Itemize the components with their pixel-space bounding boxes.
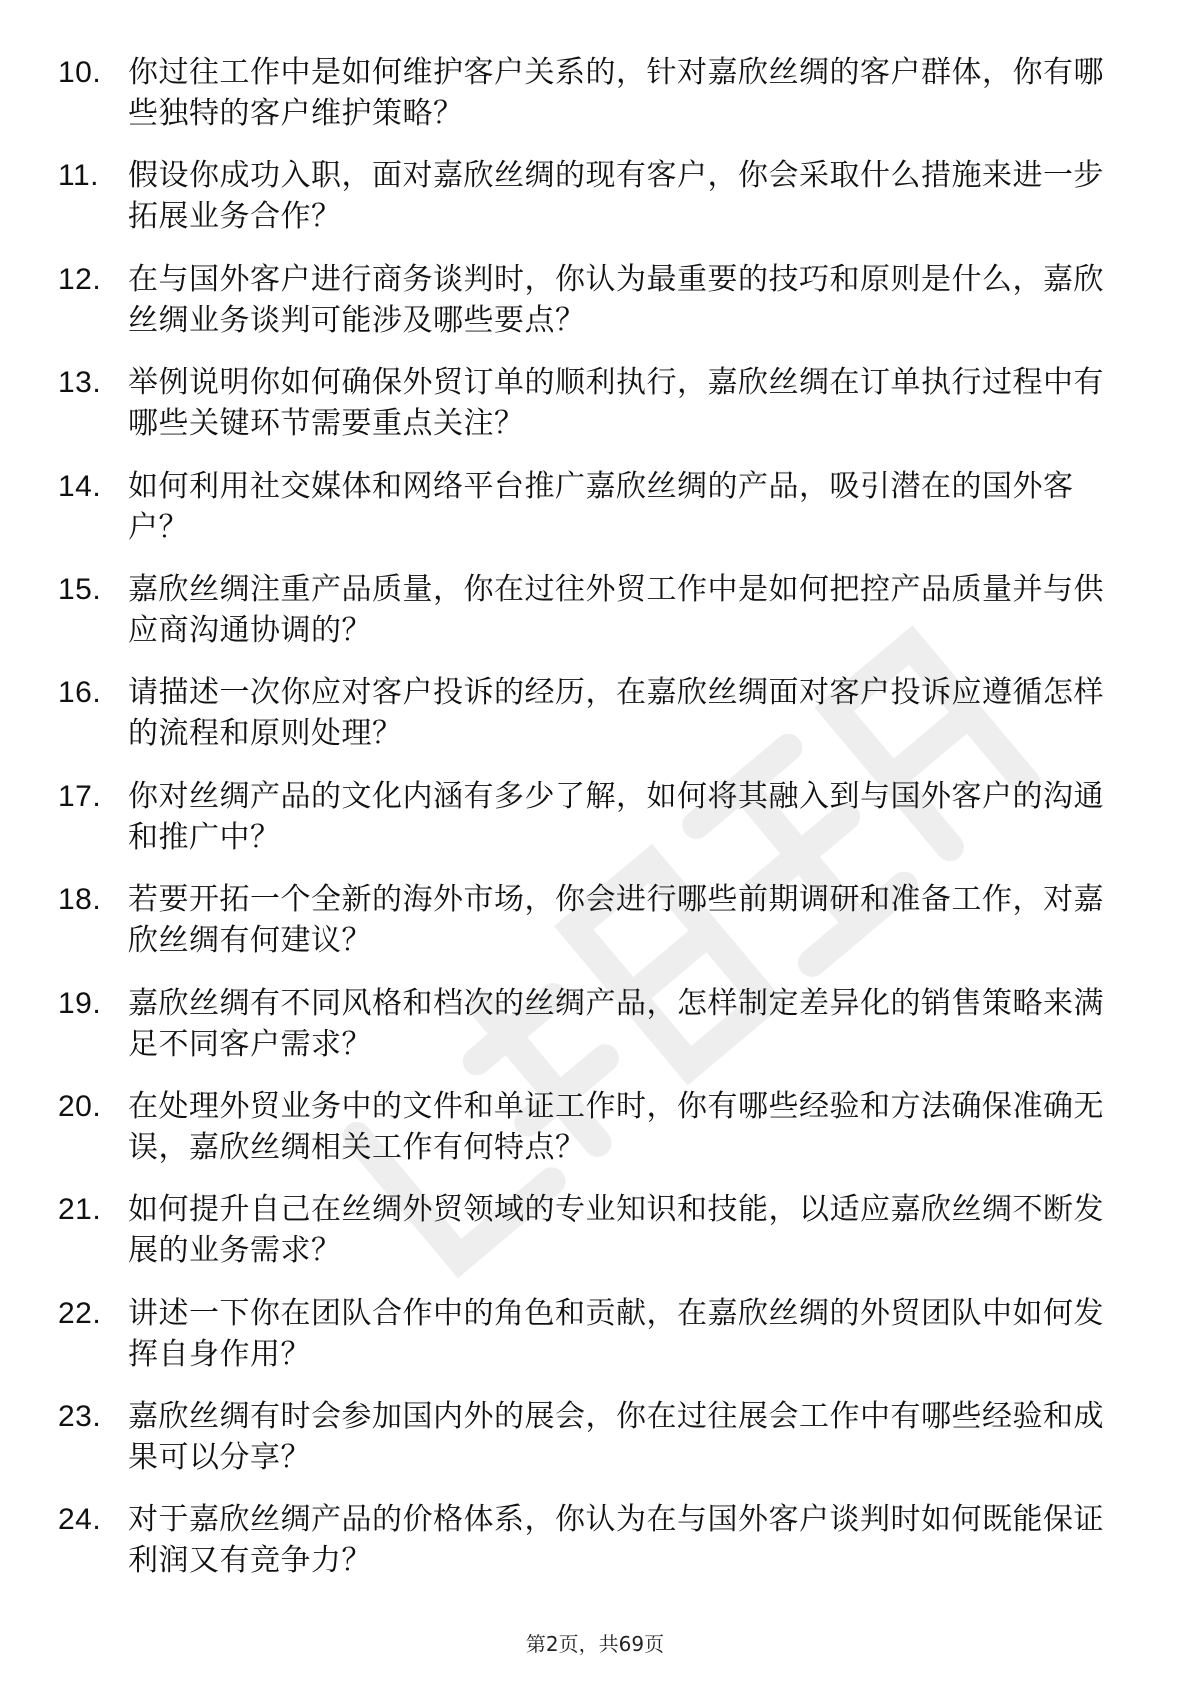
list-item	[58, 259, 1118, 341]
list-item	[58, 1086, 1118, 1168]
list-item	[58, 776, 1118, 858]
question-number: 19.	[58, 986, 102, 1020]
question-text: 嘉欣丝绸有时会参加国内外的展会，你在过往展会工作中有哪些经验和成果可以分享？	[128, 1399, 1104, 1476]
question-number: 23.	[58, 1400, 102, 1434]
question-number: 21.	[58, 1193, 102, 1227]
question-number: 10.	[58, 56, 102, 89]
list-item	[58, 362, 1118, 444]
list-item	[58, 1396, 1118, 1478]
question-number: 17.	[58, 779, 102, 813]
list-item	[58, 1293, 1118, 1375]
question-text: 讲述一下你在团队合作中的角色和贡献，在嘉欣丝绸的外贸团队中如何发挥自身作用？	[128, 1295, 1104, 1372]
question-number: 13.	[58, 366, 102, 400]
question-number: 11.	[58, 159, 99, 193]
list-item	[58, 569, 1118, 651]
question-number: 16.	[58, 676, 102, 710]
list-item	[58, 983, 1118, 1065]
list-item	[58, 879, 1118, 961]
question-number: 14.	[58, 469, 102, 503]
question-text: 请描述一次你应对客户投诉的经历，在嘉欣丝绸面对客户投诉应遵循怎样的流程和原则处理？	[128, 675, 1104, 752]
question-text: 在处理外贸业务中的文件和单证工作时，你有哪些经验和方法确保准确无误，嘉欣丝绸相关工作有何特点？	[128, 1088, 1104, 1165]
question-text: 嘉欣丝绸注重产品质量，你在过往外贸工作中是如何把控产品质量并与供应商沟通协调的？	[128, 571, 1104, 648]
question-text: 如何提升自己在丝绸外贸领域的专业知识和技能，以适应嘉欣丝绸不断发展的业务需求？	[128, 1192, 1104, 1269]
question-number: 24.	[58, 1503, 102, 1537]
question-text: 你对丝绸产品的文化内涵有多少了解，如何将其融入到与国外客户的沟通和推广中？	[128, 778, 1104, 855]
question-text: 在与国外客户进行商务谈判时，你认为最重要的技巧和原则是什么，嘉欣丝绸业务谈判可能涉及哪些要点？	[128, 261, 1104, 338]
question-text: 若要开拓一个全新的海外市场，你会进行哪些前期调研和准备工作，对嘉欣丝绸有何建议？	[128, 882, 1104, 959]
list-item	[58, 155, 1118, 237]
question-number: 15.	[58, 572, 102, 606]
list-item	[58, 466, 1118, 548]
question-text: 举例说明你如何确保外贸订单的顺利执行，嘉欣丝绸在订单执行过程中有哪些关键环节需要重点关注？	[128, 365, 1104, 442]
question-text: 如何利用社交媒体和网络平台推广嘉欣丝绸的产品，吸引潜在的国外客户？	[128, 468, 1074, 545]
question-list	[58, 52, 1118, 1603]
question-text: 对于嘉欣丝绸产品的价格体系，你认为在与国外客户谈判时如何既能保证利润又有竞争力？	[128, 1502, 1104, 1579]
question-number: 12.	[58, 262, 102, 296]
list-item	[58, 52, 1118, 134]
question-text: 嘉欣丝绸有不同风格和档次的丝绸产品，怎样制定差异化的销售策略来满足不同客户需求？	[128, 985, 1104, 1062]
list-item	[58, 1499, 1118, 1581]
question-text: 你过往工作中是如何维护客户关系的，针对嘉欣丝绸的客户群体，你有哪些独特的客户维护策略？	[128, 55, 1104, 131]
list-item	[58, 1189, 1118, 1271]
question-text: 假设你成功入职，面对嘉欣丝绸的现有客户，你会采取什么措施来进一步拓展业务合作？	[128, 158, 1104, 235]
question-number: 18.	[58, 883, 102, 917]
question-number: 20.	[58, 1089, 102, 1123]
page-footer: 第2页，共69页	[525, 1632, 665, 1656]
list-item	[58, 672, 1118, 754]
question-number: 22.	[58, 1296, 102, 1330]
